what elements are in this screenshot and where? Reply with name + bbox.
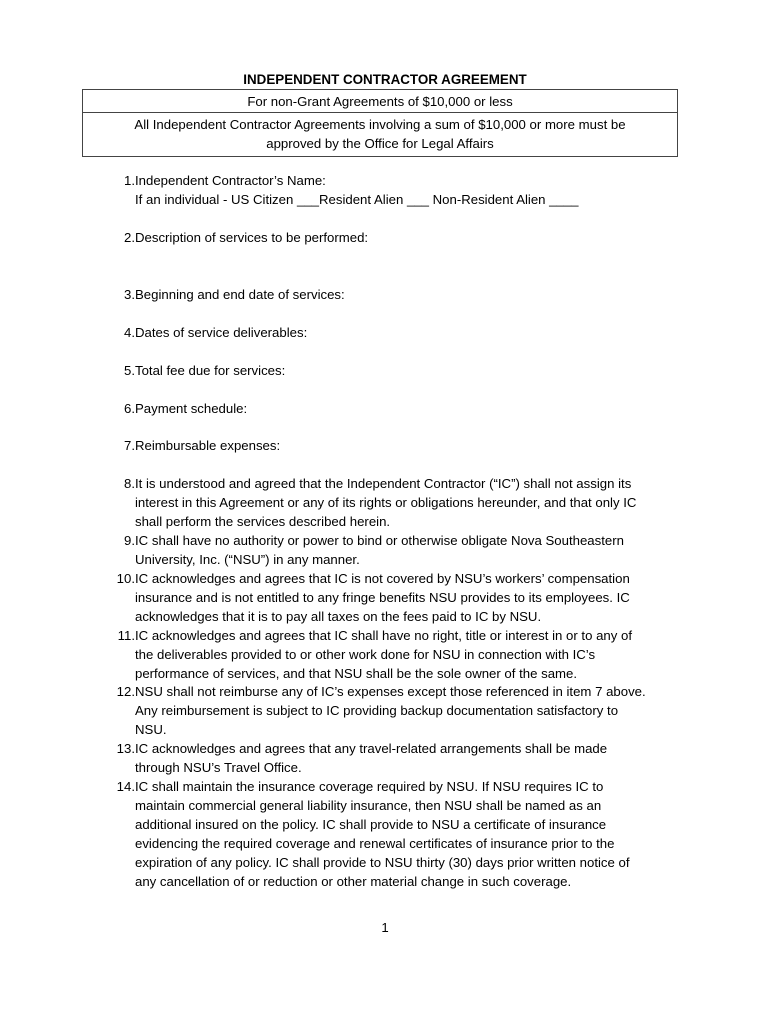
notice-box-row-2-line-2: approved by the Office for Legal Affairs (266, 136, 494, 151)
item-number: 6. (124, 401, 135, 416)
item-line: Beginning and end date of services: (135, 287, 345, 302)
page-number: 1 (381, 920, 389, 935)
item-line: Independent Contractor’s Name: (135, 173, 326, 188)
item-line: IC acknowledges and agrees that IC shall have no right, title or interest in or to any of (135, 628, 633, 643)
item-number: 1. (124, 173, 135, 188)
item-number: 8. (124, 476, 135, 491)
item-line: interest in this Agreement or any of its rights or obligations hereunder, and that only IC (135, 494, 637, 510)
item-line: NSU shall not reimburse any of IC’s expenses except those referenced in item 7 above. (135, 684, 646, 699)
item-line: performance of services, and that NSU shall be the sole owner of the same. (135, 665, 578, 681)
item-number: 7. (124, 438, 135, 453)
item-line: expiration of any policy. IC shall provide to NSU thirty (30) days prior written notice of (135, 854, 630, 870)
item-line: IC shall maintain the insurance coverage required by NSU. If NSU requires IC to (135, 779, 604, 794)
item-number: 14. (116, 779, 135, 794)
item-line: Total fee due for services: (135, 363, 286, 378)
item-line: additional insured on the policy. IC shall provide to NSU a certificate of insurance (135, 816, 607, 832)
item-line: evidencing the required coverage and renewal certificates of insurance prior to the (135, 835, 615, 851)
item-number: 5. (124, 363, 135, 378)
item-line: any cancellation of or reduction or other material change in such coverage. (135, 873, 572, 889)
item-number: 10. (116, 571, 135, 586)
notice-box-row-2-line-1: All Independent Contractor Agreements involving a sum of $10,000 or more must be (134, 117, 626, 132)
item-number: 2. (124, 230, 135, 245)
item-line: IC acknowledges and agrees that any travel-related arrangements shall be made (135, 741, 608, 756)
item-line: NSU. (135, 721, 167, 737)
notice-box-row-1: For non-Grant Agreements of $10,000 or less (83, 90, 677, 113)
item-number: 9. (124, 533, 135, 548)
item-line: the deliverables provided to or other work done for NSU in connection with IC’s (135, 646, 596, 662)
item-line: Payment schedule: (135, 401, 248, 416)
item-line: insurance and is not entitled to any fringe benefits NSU provides to its employees. IC (135, 589, 630, 605)
item-number: 11. (117, 628, 135, 643)
item-line: University, Inc. (“NSU”) in any manner. (135, 551, 360, 567)
document-title: INDEPENDENT CONTRACTOR AGREEMENT (243, 72, 527, 87)
item-line: Dates of service deliverables: (135, 325, 308, 340)
item-line: Description of services to be performed: (135, 230, 369, 245)
item-line: acknowledges that it is to pay all taxes on the fees paid to IC by NSU. (135, 608, 542, 624)
item-line: through NSU’s Travel Office. (135, 759, 302, 775)
item-line: Any reimbursement is subject to IC providing backup documentation satisfactory to (135, 702, 619, 718)
item-line: Reimbursable expenses: (135, 438, 281, 453)
item-line: IC acknowledges and agrees that IC is not covered by NSU’s workers’ compensation (135, 571, 630, 586)
item-line: maintain commercial general liability insurance, then NSU shall be named as an (135, 797, 602, 813)
item-line: shall perform the services described herein. (135, 513, 391, 529)
item-line: IC shall have no authority or power to bind or otherwise obligate Nova Southeastern (135, 533, 624, 548)
item-line: If an individual - US Citizen ___Resident Alien ___ Non-Resident Alien ____ (135, 191, 579, 207)
item-number: 12. (116, 684, 135, 699)
item-number: 4. (124, 325, 135, 340)
item-line: It is understood and agreed that the Independent Contractor (“IC”) shall not assign its (135, 476, 632, 491)
item-number: 13. (116, 741, 135, 756)
item-number: 3. (124, 287, 135, 302)
